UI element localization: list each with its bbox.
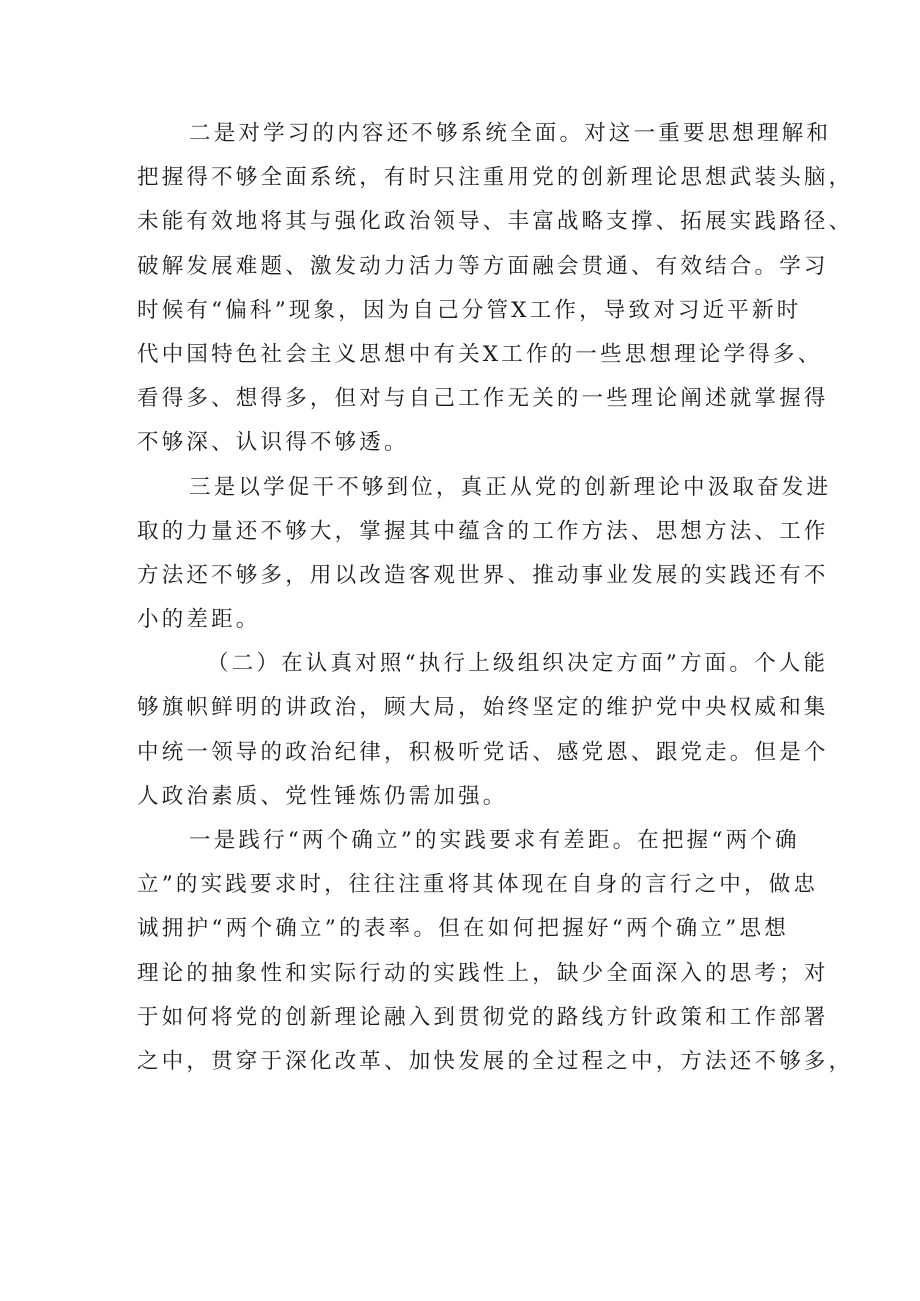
text-line: 理论的抽象性和实际行动的实践性上，缺少全面深入的思考；对: [137, 960, 829, 986]
text-line: 方法还不够多，用以改造客观世界、推动事业发展的实践还有不: [137, 562, 829, 588]
text-line: 二是对学习的内容还不够系统全面。对这一重要思想理解和: [189, 121, 832, 146]
text-line: 够旗帜鲜明的讲政治，顾大局，始终坚定的维护党中央权威和集: [137, 695, 829, 721]
text-line: 诚拥护“两个确立”的表率。但在如何把握好“两个确立”思想: [137, 916, 789, 942]
text-line: 时候有“偏科”现象，因为自己分管X工作，导致对习近平新时: [137, 297, 802, 323]
text-line: 不够深、认识得不够透。: [137, 430, 409, 456]
text-line: 未能有效地将其与强化政治领导、丰富战略支撑、拓展实践路径、: [137, 209, 854, 235]
text-line: 代中国特色社会主义思想中有关X工作的一些思想理论学得多、: [137, 341, 823, 367]
text-line: 于如何将党的创新理论融入到贯彻党的路线方针政策和工作部署: [137, 1004, 829, 1030]
text-line: 破解发展难题、激发动力活力等方面融会贯通、有效结合。学习: [137, 253, 829, 279]
text-line: 看得多、想得多，但对与自己工作无关的一些理论阐述就掌握得: [137, 386, 829, 412]
text-line: 把握得不够全面系统，有时只注重用党的创新理论思想武装头脑，: [137, 165, 854, 191]
text-line: 之中，贯穿于深化改革、加快发展的全过程之中，方法还不够多，: [137, 1048, 854, 1074]
text-line: 一是践行“两个确立”的实践要求有差距。在把握“两个确: [189, 828, 800, 853]
text-line: 取的力量还不够大，掌握其中蕴含的工作方法、思想方法、工作: [137, 518, 829, 544]
text-line: 小的差距。: [137, 607, 261, 633]
document-body: [137, 112, 854, 1084]
text-line: （二）在认真对照“执行上级组织决定方面”方面。个人能: [207, 651, 829, 677]
text-line: 立”的实践要求时，往往注重将其体现在自身的言行之中，做忠: [137, 872, 819, 898]
text-line: 人政治素质、党性锤炼仍需加强。: [137, 783, 508, 809]
text-line: 三是以学促干不够到位，真正从党的创新理论中汲取奋发进: [189, 474, 832, 500]
text-line: 中统一领导的政治纪律，积极听党话、感党恩、跟党走。但是个: [137, 739, 829, 765]
